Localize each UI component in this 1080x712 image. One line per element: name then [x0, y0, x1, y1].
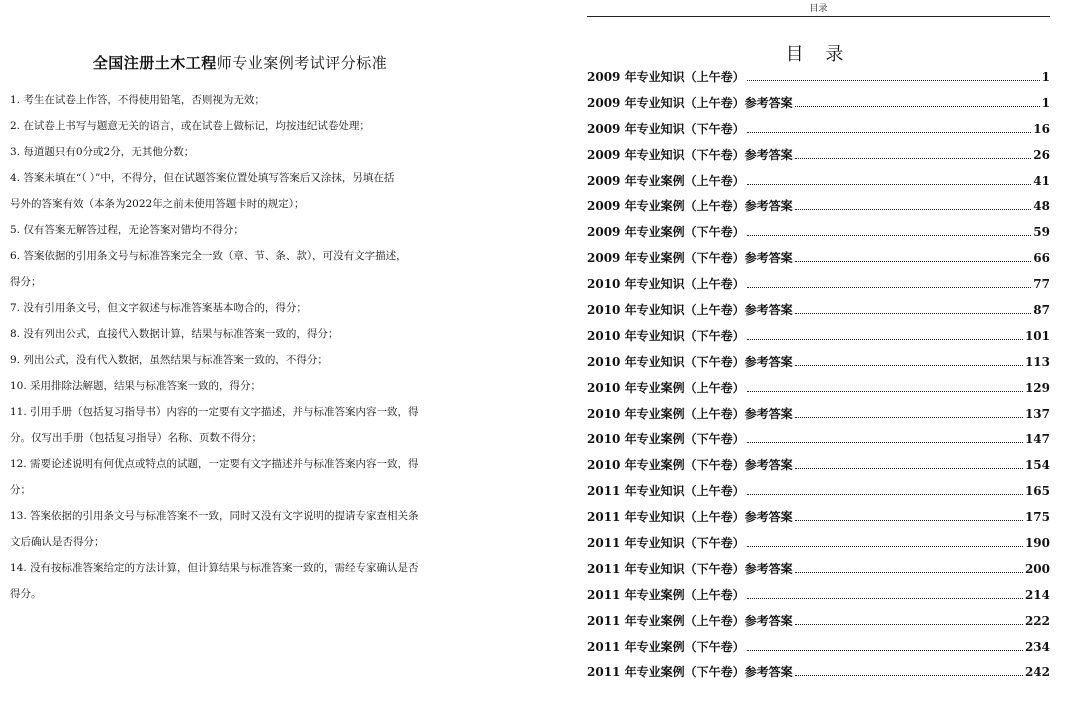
toc-entry-title: 2011 年专业知识（下午卷）参考答案: [587, 561, 793, 576]
toc-entry[interactable]: [587, 430, 1050, 456]
toc-entry[interactable]: [587, 146, 1050, 172]
toc-entry-title: 2010 年专业知识（上午卷）参考答案: [587, 303, 793, 318]
toc-entry-title: 2009 年专业知识（下午卷）参考答案: [587, 147, 793, 162]
rule-line: 13. 答案依据的引用条文号与标准答案不一致，同时又没有文字说明的提请专家查相关条: [10, 510, 419, 522]
toc-entry-title: 2009 年专业知识（下午卷）: [587, 121, 745, 136]
toc-entry[interactable]: [587, 275, 1050, 301]
toc-entry-page: 147: [1024, 432, 1050, 447]
toc-entry-page: 48: [1033, 199, 1050, 214]
rule-line: 10. 采用排除法解题，结果与标准答案一致的，得分；: [10, 380, 262, 392]
toc-entry[interactable]: [587, 612, 1050, 638]
rule-line: 11. 引用手册（包括复习指导书）内容的一定要有文字描述，并与标准答案内容一致，得: [10, 406, 419, 418]
rule-line: 6. 答案依据的引用条文号与标准答案完全一致（章、节、条、款），可没有文字描述，: [10, 250, 407, 262]
toc-entry-title: 2010 年专业案例（下午卷）参考答案: [587, 458, 793, 473]
toc-entry[interactable]: [587, 94, 1050, 120]
rule-line: 号外的答案有效（本条为2022年之前未使用答题卡时的规定）；: [10, 198, 305, 210]
page-title: [0, 52, 480, 73]
running-header: 目录: [587, 1, 1050, 17]
toc-entry-title: 2009 年专业案例（上午卷）参考答案: [587, 199, 793, 214]
toc-entry-title: 2011 年专业案例（下午卷）: [587, 639, 745, 654]
toc-entry-page: 101: [1024, 328, 1050, 343]
toc-entry-title: 2010 年专业案例（上午卷）参考答案: [587, 406, 793, 421]
toc-entry-page: 222: [1024, 613, 1050, 628]
toc-entry[interactable]: [587, 301, 1050, 327]
toc-dot-leader: [795, 364, 1023, 366]
toc-entry-title: 2011 年专业知识（上午卷）参考答案: [587, 510, 793, 525]
toc-entry[interactable]: [587, 508, 1050, 534]
toc-dot-leader: [795, 105, 1040, 107]
rule-line: 2. 在试卷上书写与题意无关的语言，或在试卷上做标记，均按违纪试卷处理；: [10, 120, 370, 132]
toc-entry-page: 137: [1024, 406, 1050, 421]
toc-entry[interactable]: [587, 223, 1050, 249]
toc-entry[interactable]: [587, 172, 1050, 198]
rule-line: 1. 考生在试卷上作答，不得使用铅笔，否则视为无效；: [10, 94, 265, 106]
toc-entry-page: 41: [1033, 173, 1050, 188]
toc-dot-leader: [795, 467, 1023, 469]
rule-line: 文后确认是否得分；: [10, 536, 105, 548]
toc-dot-leader: [747, 131, 1032, 133]
rule-line: 4. 答案未填在“（ ）”中，不得分，但在试题答案位置处填写答案后又涂抹，另填在括: [10, 172, 395, 184]
toc-entry-page: 242: [1024, 665, 1050, 680]
toc-entry[interactable]: [587, 586, 1050, 612]
toc-entry-page: 26: [1033, 147, 1050, 162]
toc-entry-title: 2011 年专业案例（上午卷）: [587, 587, 745, 602]
toc-entry[interactable]: [587, 638, 1050, 664]
rule-line: 分；: [10, 484, 31, 496]
toc-entry-title: 2009 年专业案例（下午卷）参考答案: [587, 251, 793, 266]
toc-entry-title: 2011 年专业知识（上午卷）: [587, 484, 745, 499]
toc-entry-title: 2010 年专业知识（下午卷）参考答案: [587, 354, 793, 369]
toc-entry-title: 2009 年专业知识（上午卷）: [587, 70, 745, 84]
toc-entry[interactable]: [587, 327, 1050, 353]
rule-line: 7. 没有引用条文号，但文字叙述与标准答案基本吻合的，得分；: [10, 302, 307, 314]
toc-entry-title: 2009 年专业知识（上午卷）参考答案: [587, 95, 793, 110]
rule-line: 3. 每道题只有0分或2分，无其他分数；: [10, 146, 195, 158]
toc-entry-title: 2009 年专业案例（上午卷）: [587, 173, 745, 188]
toc-entry-title: 2011 年专业知识（下午卷）: [587, 536, 745, 551]
toc-entry-page: 175: [1024, 510, 1050, 525]
toc-entry-page: 113: [1024, 354, 1050, 369]
rule-line: 得分；: [10, 276, 42, 288]
toc-dot-leader: [747, 338, 1023, 340]
toc-entry-page: 154: [1024, 458, 1050, 473]
toc-entry[interactable]: [587, 353, 1050, 379]
rule-line: 12. 需要论述说明有何优点或特点的试题，一定要有文字描述并与标准答案内容一致，得: [10, 458, 419, 470]
toc-entry-page: 16: [1033, 121, 1050, 136]
toc-entry-title: 2011 年专业案例（下午卷）参考答案: [587, 665, 793, 680]
title-rest-part: 师专业案例考试评分标准: [216, 54, 388, 72]
toc-dot-leader: [747, 493, 1023, 495]
toc-dot-leader: [795, 208, 1032, 210]
toc-entry-page: 190: [1024, 536, 1050, 551]
toc-entry-page: 77: [1033, 277, 1050, 292]
toc-entry-page: 1: [1041, 95, 1050, 110]
toc-entry-title: 2010 年专业案例（下午卷）: [587, 432, 745, 447]
toc-entry-title: 2009 年专业案例（下午卷）: [587, 225, 745, 240]
toc-entry[interactable]: [587, 456, 1050, 482]
toc-entry[interactable]: [587, 405, 1050, 431]
toc-entry[interactable]: [587, 663, 1050, 689]
toc-entry[interactable]: [587, 379, 1050, 405]
rule-line: 14. 没有按标准答案给定的方法计算，但计算结果与标准答案一致的，需经专家确认是否: [10, 562, 419, 574]
toc-entry-title: 2010 年专业知识（下午卷）: [587, 328, 745, 343]
toc-entry-page: 214: [1024, 587, 1050, 602]
toc-dot-leader: [795, 416, 1023, 418]
toc-dot-leader: [747, 441, 1023, 443]
toc-entry-page: 165: [1024, 484, 1050, 499]
toc-entry-title: 2010 年专业知识（上午卷）: [587, 277, 745, 292]
toc-dot-leader: [747, 597, 1023, 599]
rule-line: 分。仅写出手册（包括复习指导）名称、页数不得分；: [10, 432, 262, 444]
toc-dot-leader: [747, 234, 1032, 236]
scoring-rules-list: [10, 87, 470, 607]
table-of-contents: [587, 68, 1050, 689]
toc-dot-leader: [747, 286, 1032, 288]
toc-entry[interactable]: [587, 560, 1050, 586]
rule-line: 得分。: [10, 588, 42, 600]
rule-line: 9. 列出公式，没有代入数据，虽然结果与标准答案一致的，不得分；: [10, 354, 328, 366]
toc-entry-page: 66: [1033, 251, 1050, 266]
toc-entry[interactable]: [587, 120, 1050, 146]
toc-dot-leader: [795, 674, 1023, 676]
toc-entry-page: 59: [1033, 225, 1050, 240]
toc-dot-leader: [747, 79, 1040, 81]
toc-dot-leader: [795, 312, 1032, 314]
toc-dot-leader: [747, 390, 1023, 392]
rule-line: 5. 仅有答案无解答过程，无论答案对错均不得分；: [10, 224, 244, 236]
title-bold-part: 全国注册土木工程: [92, 54, 217, 72]
toc-entry-page: 129: [1024, 380, 1050, 395]
toc-entry[interactable]: [587, 482, 1050, 508]
toc-entry-page: 1: [1041, 70, 1050, 84]
toc-dot-leader: [795, 623, 1023, 625]
toc-dot-leader: [795, 519, 1023, 521]
toc-entry-title: 2010 年专业案例（上午卷）: [587, 380, 745, 395]
rule-line: 8. 没有列出公式，直接代入数据计算，结果与标准答案一致的，得分；: [10, 328, 339, 340]
toc-entry-page: 200: [1024, 561, 1050, 576]
toc-title: 目 录: [785, 44, 852, 65]
toc-entry[interactable]: [587, 249, 1050, 275]
toc-dot-leader: [747, 183, 1032, 185]
toc-entry[interactable]: [587, 534, 1050, 560]
toc-entry[interactable]: [587, 197, 1050, 223]
right-page: [540, 0, 1080, 712]
toc-dot-leader: [747, 545, 1023, 547]
toc-entry-page: 234: [1024, 639, 1050, 654]
toc-dot-leader: [795, 260, 1032, 262]
toc-entry-title: 2011 年专业案例（上午卷）参考答案: [587, 613, 793, 628]
toc-entry[interactable]: [587, 68, 1050, 94]
toc-dot-leader: [795, 571, 1023, 573]
toc-entry-page: 87: [1033, 303, 1050, 318]
toc-dot-leader: [747, 649, 1023, 651]
toc-dot-leader: [795, 157, 1032, 159]
